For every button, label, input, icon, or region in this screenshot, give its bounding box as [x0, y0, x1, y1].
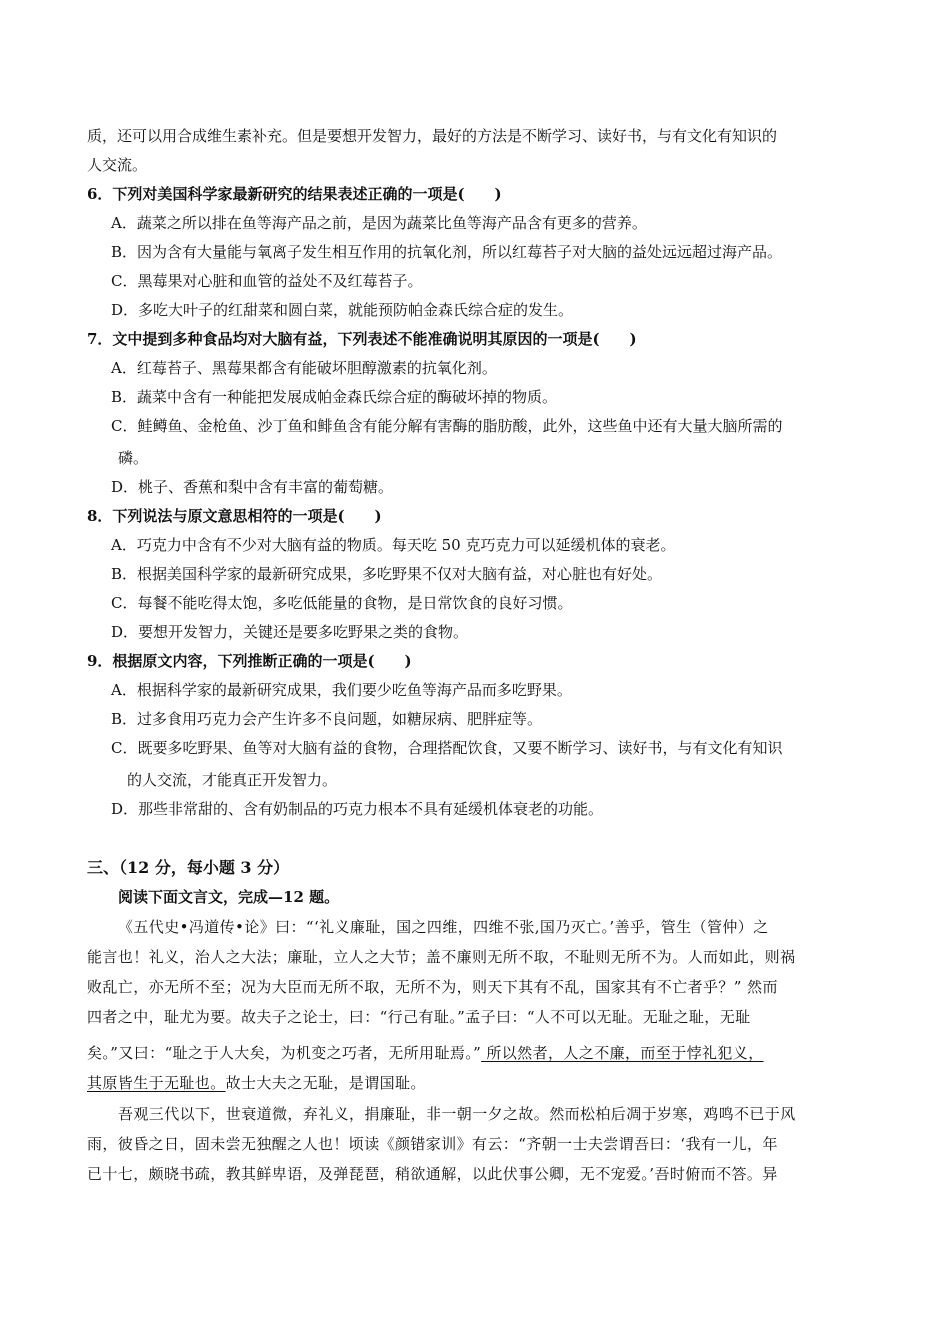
passage-p1-line-1: 《五代史•冯道传•论》曰：“‘礼义廉耻，国之四维，四维不张,国乃灭亡。’善乎，管生（管仲）之 — [118, 918, 769, 936]
passage-p1-line-4: 四者之中，耻尤为要。故夫子之论士，曰：“行己有耻。”孟子曰：“人不可以无耻。无耻之耻，无耻 — [87, 1008, 751, 1026]
passage-p1-tail: 故士大夫之无耻，是谓国耻。 — [225, 1074, 426, 1092]
question-7-option-b: B．蔬菜中含有一种能把发展成帕金森氏综合症的酶破坏掉的物质。 — [111, 388, 558, 406]
passage-p1-line-5 — [87, 1043, 764, 1063]
intro-line-2: 人交流。 — [87, 156, 148, 174]
question-9-option-c-continued: 的人交流，才能真正开发智力。 — [127, 771, 338, 789]
section-3-heading: 三、（12 分，每小题 3 分） — [87, 858, 290, 877]
question-7-option-c-continued: 磷。 — [118, 449, 149, 467]
question-6-option-c: C．黑莓果对心脏和血管的益处不及红莓苔子。 — [111, 272, 423, 290]
question-7-option-a: A．红莓苔子、黑莓果都含有能破坏胆醇激素的抗氧化剂。 — [111, 359, 497, 377]
question-8-stem: 8．下列说法与原文意思相符的一项是( ) — [87, 507, 382, 525]
passage-underlined-sentence-part-2: 其原皆生于无耻也。 — [87, 1074, 226, 1092]
passage-underlined-sentence-part-1: 所以然者，人之不廉，而至于悖礼犯义， — [481, 1044, 764, 1062]
passage-p1-line-5-text: 矣。”又曰：“耻之于人大矣，为机变之巧者，无所用耻焉。” — [87, 1044, 482, 1062]
question-9-option-b: B．过多食用巧克力会产生许多不良问题，如糖尿病、肥胖症等。 — [111, 710, 543, 728]
passage-p2-line-2: 雨，彼昏之日，固未尝无独醒之人也！顷读《颜错家训》有云：“齐朝一士夫尝谓吾曰：‘我有一儿，年 — [87, 1135, 778, 1153]
question-9-option-a: A．根据科学家的最新研究成果，我们要少吃鱼等海产品而多吃野果。 — [111, 681, 572, 699]
question-7-option-d: D．桃子、香蕉和梨中含有丰富的葡萄糖。 — [111, 478, 394, 496]
intro-line-1: 质，还可以用合成维生素补充。但是要想开发智力，最好的方法是不断学习、读好书，与有文化有知识的 — [87, 127, 778, 145]
question-6-option-a: A．蔬菜之所以排在鱼等海产品之前，是因为蔬菜比鱼等海产品含有更多的营养。 — [111, 214, 647, 232]
question-6-stem: 6．下列对美国科学家最新研究的结果表述正确的一项是( ) — [87, 185, 502, 203]
question-9-stem: 9．根据原文内容，下列推断正确的一项是( ) — [87, 652, 412, 670]
question-7-option-c: C．鲑鳟鱼、金枪鱼、沙丁鱼和鲱鱼含有能分解有害酶的脂肪酸，此外，这些鱼中还有大量大脑所需的 — [111, 417, 783, 435]
question-8-option-a: A．巧克力中含有不少对大脑有益的物质。每天吃 50 克巧克力可以延缓机体的衰老。 — [111, 536, 676, 554]
question-8-option-c: C．每餐不能吃得太饱，多吃低能量的食物，是日常饮食的良好习惯。 — [111, 594, 573, 612]
passage-p1-line-3: 败乱亡，亦无所不至；况为大臣而无所不取，无所不为，则天下其有不乱，国家其有不亡者乎？” 然而 — [87, 978, 778, 996]
question-9-option-c: C．既要多吃野果、鱼等对大脑有益的食物，合理搭配饮食，又要不断学习、读好书，与有文化有知识 — [111, 739, 783, 757]
passage-p2-line-3: 已十七，颇晓书疏，教其鲜卑语，及弹琵琶，稍欲通解，以此伏事公卿，无不宠爱。’吾时俯而不答。异 — [87, 1165, 778, 1183]
question-8-option-b: B．根据美国科学家的最新研究成果，多吃野果不仅对大脑有益，对心脏也有好处。 — [111, 565, 663, 583]
question-6-option-d: D．多吃大叶子的红甜菜和圆白菜，就能预防帕金森氏综合症的发生。 — [111, 301, 574, 319]
question-9-option-d: D．那些非常甜的、含有奶制品的巧克力根本不具有延缓机体衰老的功能。 — [111, 800, 604, 818]
question-8-option-d: D．要想开发智力，关键还是要多吃野果之类的食物。 — [111, 623, 469, 641]
section-3-instruction: 阅读下面文言文，完成—12 题。 — [118, 888, 340, 906]
question-6-option-b: B．因为含有大量能与氧离子发生相互作用的抗氧化剂，所以红莓苔子对大脑的益处远远超过海产品。 — [111, 243, 783, 261]
question-7-stem: 7．文中提到多种食品均对大脑有益，下列表述不能准确说明其原因的一项是( ) — [87, 330, 637, 348]
passage-p1-line-2: 能言也！礼义，治人之大法；廉耻，立人之大节；盖不廉则无所不取，不耻则无所不为。人而如此，则祸 — [87, 948, 796, 966]
passage-p2-line-1: 吾观三代以下，世衰道微，弃礼义，捐廉耻，非一朝一夕之故。然而松柏后凋于岁寒，鸡鸣不已于风 — [118, 1105, 796, 1123]
passage-p1-line-6 — [87, 1073, 426, 1093]
